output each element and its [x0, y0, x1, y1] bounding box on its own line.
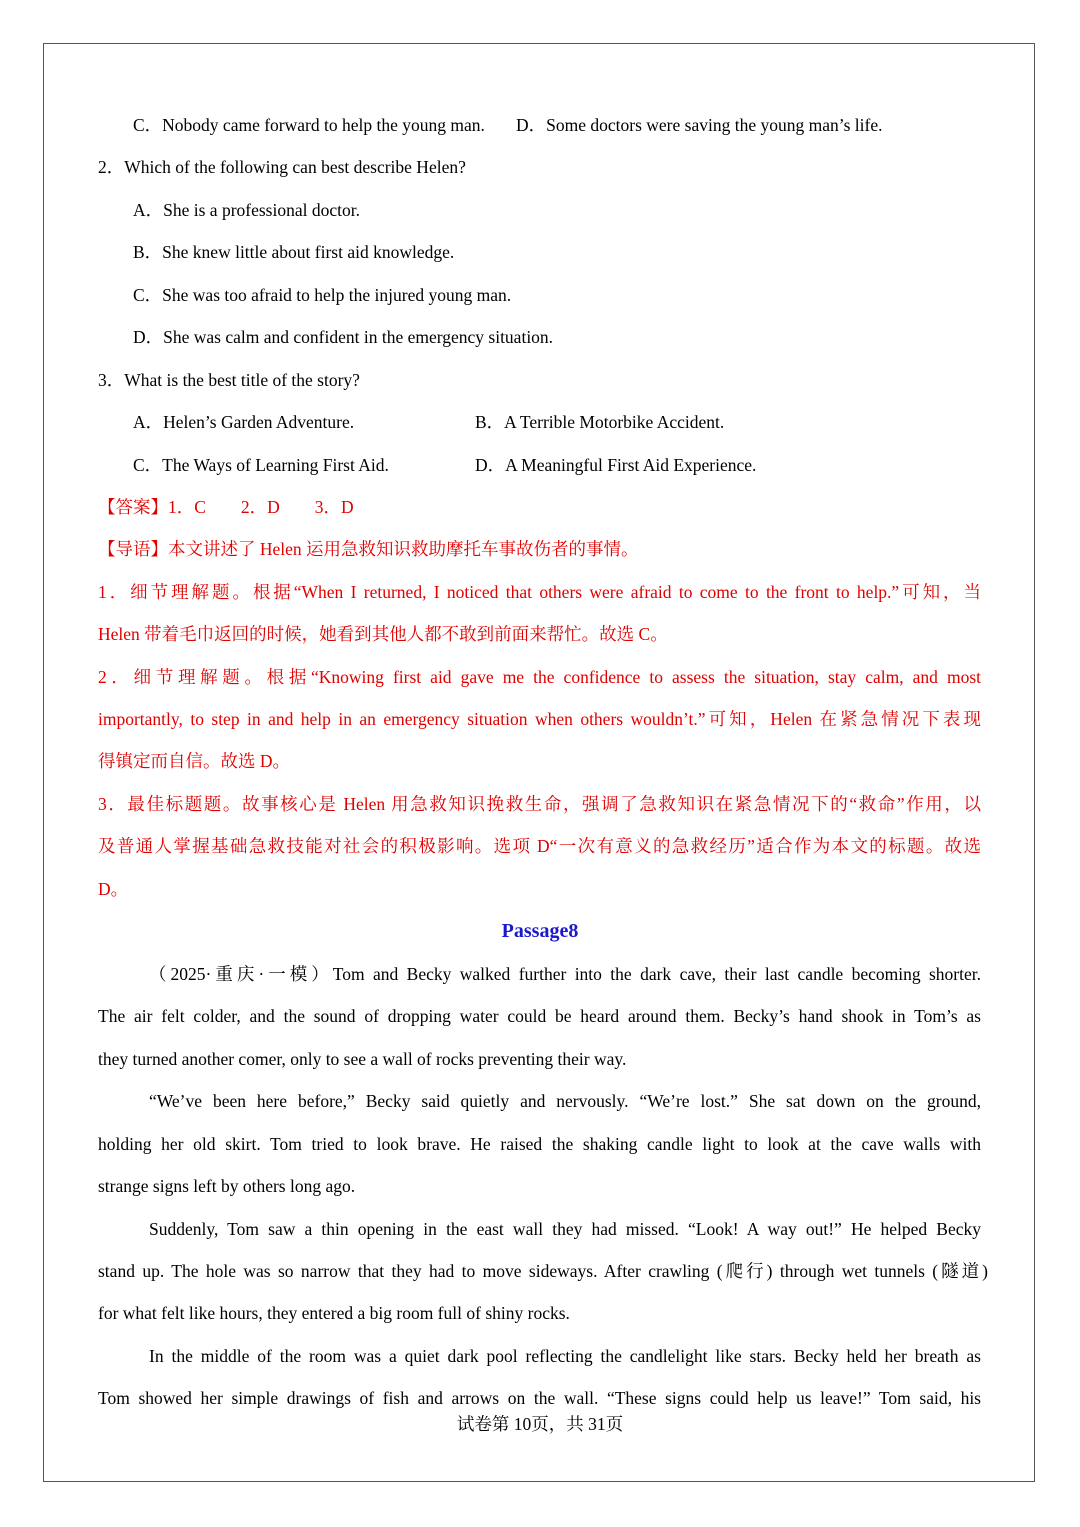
passage-p2-line-2: holding her old skirt. Tom tried to look brave. He raised the shaking candle light to look at the cave walls with [98, 1134, 981, 1154]
passage-p1-line-2: The air felt colder, and the sound of dropping water could be heard around them. Becky’s hand shook in Tom’s as [98, 1006, 981, 1026]
passage-p1-line-3: they turned another comer, only to see a wall of rocks preventing their way. [98, 1049, 627, 1069]
passage-p2-line-1: “We’ve been here before,” Becky said quietly and nervously. “We’re lost.” She sat down on the ground, [149, 1091, 981, 1111]
passage-p3-line-1: Suddenly, Tom saw a thin opening in the east wall they had missed. “Look! A way out!” He helped Becky [149, 1219, 981, 1239]
passage-p4-line-2: Tom showed her simple drawings of fish and arrows on the wall. “These signs could help us leave!” Tom said, his [98, 1388, 981, 1408]
q3-option-c: C．The Ways of Learning First Aid. [133, 455, 389, 475]
q2-option-a: A．She is a professional doctor. [133, 200, 360, 220]
passage-p3-line-2: stand up. The hole was so narrow that they had to move sideways. After crawling (爬行) through wet tunnels (隧道) [98, 1261, 988, 1281]
q2-option-b: B．She knew little about first aid knowledge. [133, 242, 455, 262]
explanation-3-line-2: 及普通人掌握基础急救技能对社会的积极影响。选项 D“一次有意义的急救经历”适合作为本文的标题。故选 [98, 836, 981, 856]
passage-title: Passage8 [501, 920, 579, 942]
explanation-2-line-3: 得镇定而自信。故选 D。 [98, 751, 291, 771]
passage-p4-line-1: In the middle of the room was a quiet dark pool reflecting the candlelight like stars. Becky held her breath as [149, 1346, 981, 1366]
q3-option-a: A．Helen’s Garden Adventure. [133, 412, 355, 432]
q2-option-c: C．She was too afraid to help the injured young man. [133, 285, 512, 305]
explanation-1-line-2: Helen 带着毛巾返回的时候，她看到其他人都不敢到前面来帮忙。故选 C。 [98, 624, 668, 644]
answer-line: 【答案】1．C 2．D 3．D [98, 497, 354, 517]
page-footer: 试卷第 10页，共 31页 [456, 1414, 624, 1434]
passage-p2-line-3: strange signs left by others long ago. [98, 1176, 356, 1196]
passage-p1-line-1: （2025·重庆·一模）Tom and Becky walked further into the dark cave, their last candle becoming shorter. [149, 964, 981, 984]
guide-line: 【导语】本文讲述了 Helen 运用急救知识救助摩托车事故伤者的事情。 [98, 539, 639, 559]
explanation-2-line-2: importantly, to step in and help in an emergency situation when others wouldn’t.”可知，Helen 在紧急情况下表现 [98, 709, 981, 729]
q1-option-c: C．Nobody came forward to help the young man. [133, 115, 485, 135]
explanation-3-line-3: D。 [98, 879, 129, 899]
explanation-1-line-1: 1．细节理解题。根据“When I returned, I noticed that others were afraid to come to the front to help.”可知，当 [98, 582, 981, 602]
q3-option-d: D．A Meaningful First Aid Experience. [475, 455, 757, 475]
passage-p3-line-3: for what felt like hours, they entered a big room full of shiny rocks. [98, 1303, 570, 1323]
q3-stem: 3．What is the best title of the story? [98, 370, 360, 390]
explanation-3-line-1: 3．最佳标题题。故事核心是 Helen 用急救知识挽救生命，强调了急救知识在紧急情况下的“救命”作用，以 [98, 794, 981, 814]
q2-option-d: D．She was calm and confident in the emergency situation. [133, 327, 554, 347]
q1-option-d: D．Some doctors were saving the young man’s life. [516, 115, 883, 135]
q2-stem: 2．Which of the following can best describe Helen? [98, 157, 466, 177]
q3-option-b: B．A Terrible Motorbike Accident. [475, 412, 725, 432]
explanation-2-line-1: 2．细节理解题。根据“Knowing first aid gave me the confidence to assess the situation, stay calm, and most [98, 667, 981, 687]
